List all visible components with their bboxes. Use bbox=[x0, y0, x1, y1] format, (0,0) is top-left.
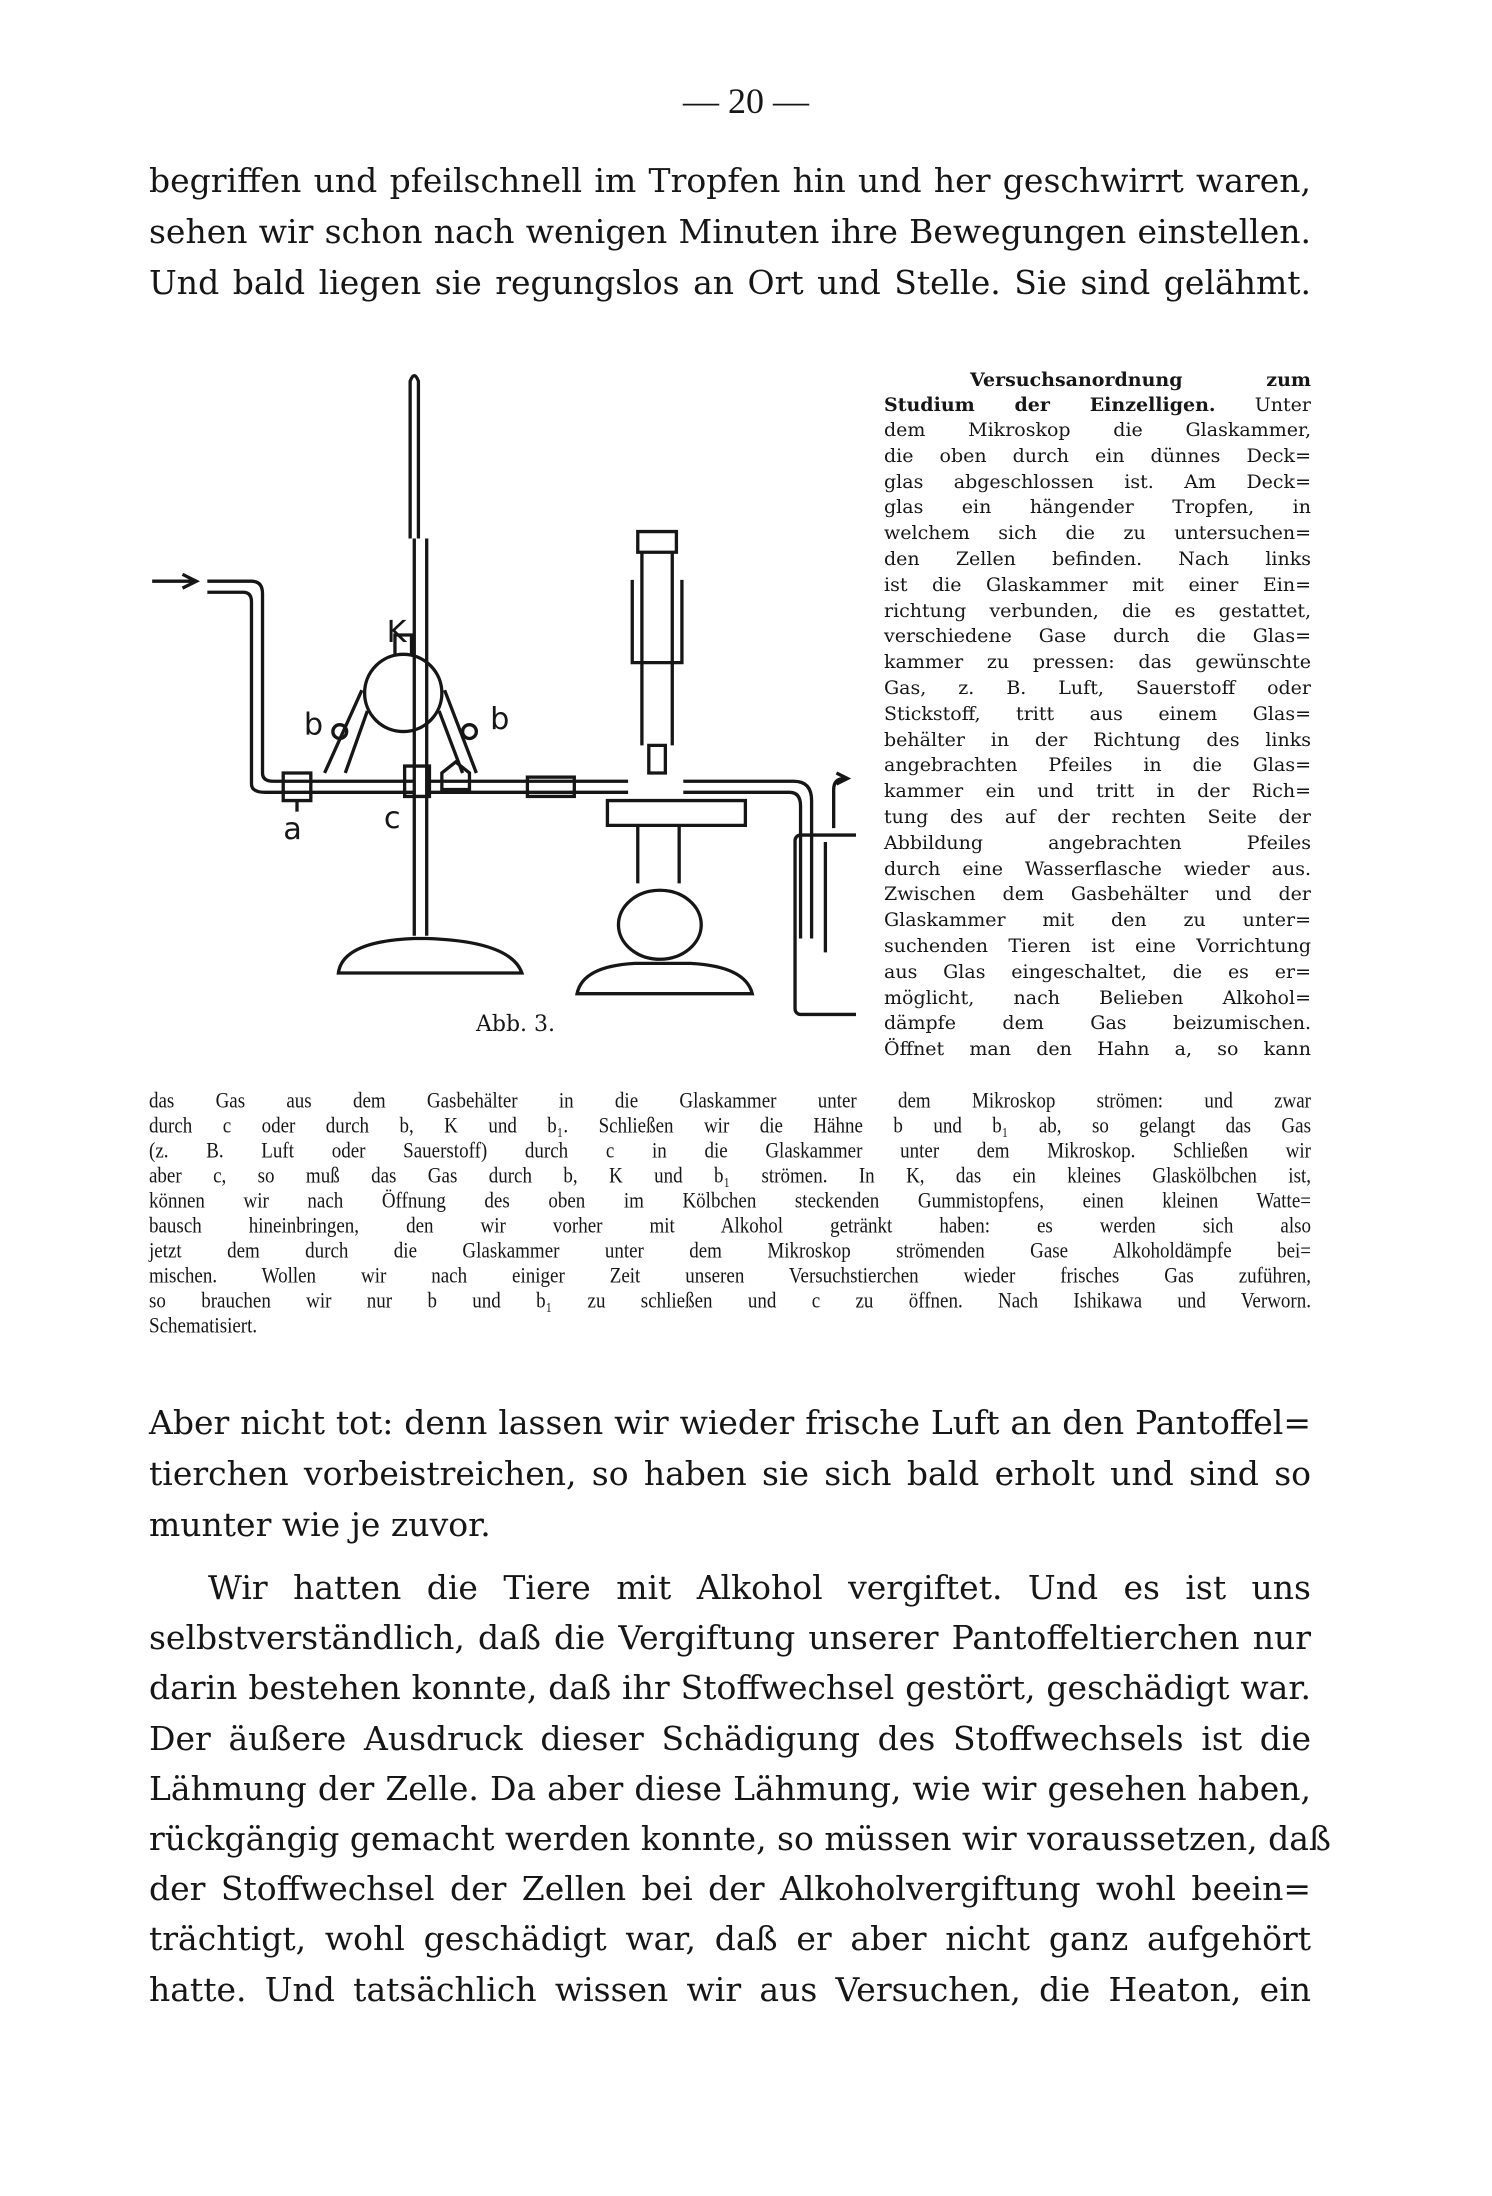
caption-line: den Zellen befinden. Nach links bbox=[884, 548, 1311, 570]
label-c: c bbox=[383, 801, 401, 837]
caption-title: Studium der Einzelligen. bbox=[884, 394, 1216, 416]
text-line: tierchen vorbeistreichen, so haben sie sich bald erholt und sind so bbox=[149, 1454, 1311, 1493]
caption-line: Schematisiert. bbox=[149, 1314, 258, 1339]
text-line: der Stoffwechsel der Zellen bei der Alkoholvergiftung wohl beein= bbox=[149, 1869, 1311, 1909]
caption-line: kammer zu pressen: das gewünschte bbox=[884, 651, 1311, 674]
text-line: Unter bbox=[1254, 394, 1311, 416]
flask-k bbox=[365, 654, 442, 731]
figure-label: Abb. 3. bbox=[476, 1012, 556, 1037]
caption-line: welchem sich die zu untersuchen= bbox=[884, 522, 1311, 545]
text-line: Wir hatten die Tiere mit Alkohol vergiftet. Und es ist uns bbox=[208, 1568, 1311, 1607]
text-line: Lähmung der Zelle. Da aber diese Lähmung, wie wir gesehen haben, bbox=[149, 1768, 1311, 1808]
tall-tube bbox=[410, 376, 418, 539]
caption-line: angebrachten Pfeiles in die Glas= bbox=[884, 754, 1311, 777]
caption-line: suchenden Tieren ist eine Vorrichtung bbox=[884, 935, 1311, 957]
caption-line: die oben durch ein dünnes Deck= bbox=[884, 444, 1311, 467]
inlet-tube bbox=[207, 581, 414, 792]
left-stand bbox=[338, 538, 521, 973]
caption-line: behälter in der Richtung des links bbox=[884, 728, 1311, 751]
caption-line: (z. B. Luft oder Sauerstoff) durch c in die Glaskammer unter dem Mikroskop. Schließen wir bbox=[149, 1139, 1311, 1164]
caption-line: glas abgeschlossen ist. Am Deck= bbox=[884, 470, 1311, 493]
page-number: — 20 — bbox=[683, 81, 809, 121]
label-k: K bbox=[386, 614, 407, 650]
caption-line: Öffnet man den Hahn a, so kann bbox=[884, 1038, 1311, 1061]
caption-line: Glaskammer mit den zu unter= bbox=[884, 909, 1311, 932]
caption-line: bausch hineinbringen, den wir vorher mit Alkohol getränkt haben: es werden sich also bbox=[149, 1214, 1311, 1239]
caption-line: aber c, so muß das Gas durch b, K und b₁ strömen. In K, das ein kleines Glaskölbchen ist, bbox=[149, 1164, 1311, 1189]
caption-line: Gas, z. B. Luft, Sauerstoff oder bbox=[884, 677, 1311, 699]
text-line: rückgängig gemacht werden konnte, so müssen wir voraussetzen, daß bbox=[149, 1819, 1331, 1858]
text-line: munter wie je zuvor. bbox=[149, 1505, 491, 1544]
caption-line: verschiedene Gase durch die Glas= bbox=[884, 625, 1311, 648]
caption-line: das Gas aus dem Gasbehälter in die Glaskammer unter dem Mikroskop strömen: und zwar bbox=[149, 1089, 1311, 1114]
text-line: begriffen und pfeilschnell im Tropfen hin und her geschwirrt waren, bbox=[149, 161, 1311, 200]
caption-line: durch c oder durch b, K und b₁. Schließen wir die Hähne b und b₁ ab, so gelangt das Gas bbox=[149, 1114, 1311, 1139]
text-line: Und bald liegen sie regungslos an Ort und Stelle. Sie sind gelähmt. bbox=[149, 263, 1311, 302]
caption-line: mischen. Wollen wir nach einiger Zeit unseren Versuchstierchen wieder frisches Gas zuführen, bbox=[149, 1264, 1311, 1289]
apparatus-figure bbox=[145, 366, 856, 1042]
text-line: trächtigt, wohl geschädigt war, daß er aber nicht ganz aufgehört bbox=[149, 1919, 1311, 1959]
caption-line: glas ein hängender Tropfen, in bbox=[884, 496, 1311, 519]
caption-line: Zwischen dem Gasbehälter und der bbox=[884, 883, 1311, 906]
text-line: Aber nicht tot: denn lassen wir wieder frische Luft an den Pantoffel= bbox=[149, 1403, 1311, 1442]
text-line: Der äußere Ausdruck dieser Schädigung des Stoffwechsels ist die bbox=[149, 1718, 1311, 1758]
caption-line: so brauchen wir nur b und b₁ zu schließen und c zu öffnen. Nach Ishikawa und Verworn. bbox=[149, 1289, 1311, 1314]
outlet-arrow-icon bbox=[834, 773, 848, 828]
label-b-left: b bbox=[303, 707, 324, 743]
outlet-tube bbox=[683, 781, 811, 938]
caption-line: Abbildung angebrachten Pfeiles bbox=[884, 831, 1311, 854]
caption-line: können wir nach Öffnung des oben im Kölbchen steckenden Gummistopfens, einen kleinen Watte= bbox=[149, 1189, 1311, 1214]
caption-line: aus Glas eingeschaltet, die es er= bbox=[884, 960, 1311, 983]
microscope bbox=[577, 532, 752, 994]
caption-line: dem Mikroskop die Glaskammer, bbox=[884, 419, 1311, 441]
caption-line: kammer ein und tritt in der Rich= bbox=[884, 780, 1311, 803]
caption-line: ist die Glaskammer mit einer Ein= bbox=[884, 573, 1311, 596]
text-line: hatte. Und tatsächlich wissen wir aus Versuchen, die Heaton, ein bbox=[149, 1969, 1311, 2009]
label-a: a bbox=[283, 812, 302, 848]
caption-line: Stickstoff, tritt aus einem Glas= bbox=[884, 702, 1311, 725]
caption-line: möglicht, nach Belieben Alkohol= bbox=[884, 986, 1311, 1009]
text-line: darin bestehen konnte, daß ihr Stoffwechsel gestört, geschädigt war. bbox=[149, 1668, 1311, 1708]
valve-b-right bbox=[463, 725, 477, 739]
caption-line: durch eine Wasserflasche wieder aus. bbox=[884, 857, 1311, 880]
caption-line: tung des auf der rechten Seite der bbox=[884, 806, 1311, 828]
caption-title: Versuchsanordnung zum bbox=[970, 369, 1311, 391]
inlet-arrow-icon bbox=[152, 574, 196, 588]
caption-line: dämpfe dem Gas beizumischen. bbox=[884, 1012, 1311, 1035]
text-line: selbstverständlich, daß die Vergiftung unserer Pantoffeltierchen nur bbox=[149, 1618, 1311, 1658]
caption-line: jetzt dem durch die Glaskammer unter dem Mikroskop strömenden Gase Alkoholdämpfe bei= bbox=[149, 1239, 1311, 1264]
label-b-right: b bbox=[490, 701, 510, 737]
text-line: sehen wir schon nach wenigen Minuten ihre Bewegungen einstellen. bbox=[149, 212, 1311, 251]
caption-line: richtung verbunden, die es gestattet, bbox=[884, 599, 1311, 622]
